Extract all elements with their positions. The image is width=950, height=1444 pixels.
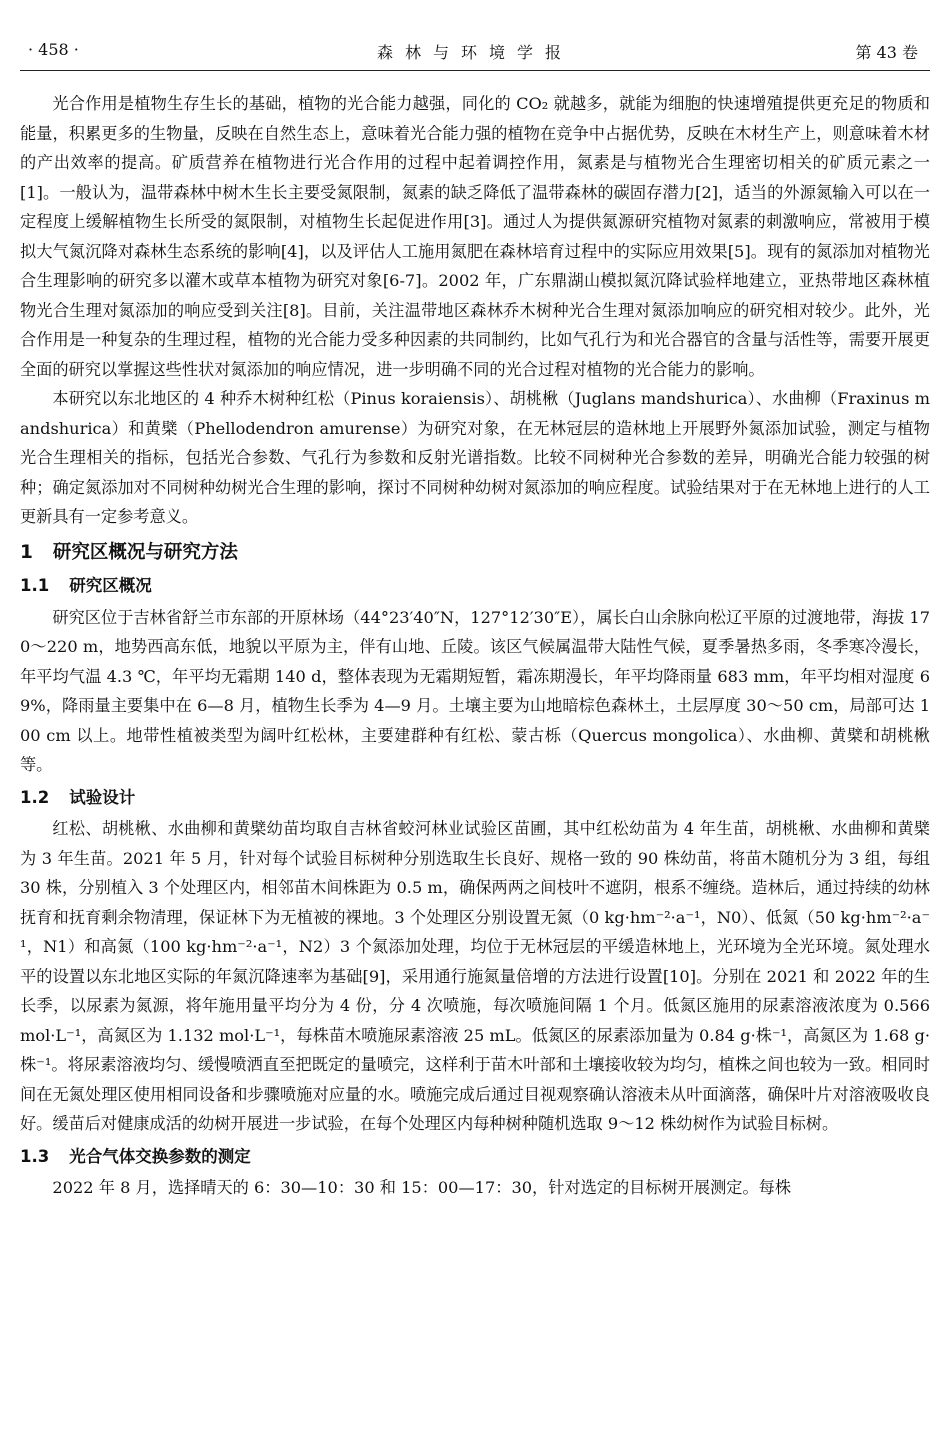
intro-paragraph-2: 本研究以东北地区的 4 种乔木树种红松（Pinus koraiensis）、胡桃楸（Juglans mandshurica）、水曲柳（Fraxinus mandshurica）和黄檗（Phellodendron amurense）为研究对象，在无林冠层的造林地上开展野外氮添加试验，测定与植物光合生理相关的指标，包括光合参数、气孔行为参数和反射光谱指数。比较不同树种光合参数的差异，明确光合能力较强的树种；确定氮添加对不同树种幼树光合生理的影响，探讨不同树种幼树对氮添加的响应程度。试验结果对于在无林地上进行的人工更新具有一定参考意义。 — [20, 389, 930, 526]
subsection-heading-1-1 — [20, 571, 930, 601]
subsection-number: 1.3 — [20, 1146, 50, 1166]
gas-exchange-paragraph: 2022 年 8 月，选择晴天的 6：30—10：30 和 15：00—17：30，针对选定的目标树开展测定。每株 — [52, 1178, 792, 1197]
intro-paragraph-1: 光合作用是植物生存生长的基础，植物的光合能力越强，同化的 CO₂ 就越多，就能为细胞的快速增殖提供更充足的物质和能量，积累更多的生物量，反映在自然生态上，意味着光合能力强的植物在竞争中占据优势，反映在木材生产上，则意味着木材的产出效率的提高。矿质营养在植物进行光合作用的过程中起着调控作用，氮素是与植物光合生理密切相关的矿质元素之一[1]。一般认为，温带森林中树木生长主要受氮限制，氮素的缺乏降低了温带森林的碳固存潜力[2]，适当的外源氮输入可以在一定程度上缓解植物生长所受的氮限制，对植物生长起促进作用[3]。通过人为提供氮源研究植物对氮素的刺激响应，常被用于模拟大气氮沉降对森林生态系统的影响[4]，以及评估人工施用氮肥在森林培育过程中的实际应用效果[5]。现有的氮添加对植物光合生理影响的研究多以灌木或草本植物为研究对象[6-7]。2002 年，广东鼎湖山模拟氮沉降试验样地建立，亚热带地区森林植物光合生理对氮添加的响应受到关注[8]。目前，关注温带地区森林乔木树种光合生理对氮添加响应的研究相对较少。此外，光合作用是一种复杂的生理过程，植物的光合能力受多种因素的共同制约，比如气孔行为和光合器官的含量与活性等，需要开展更全面的研究以掌握这些性状对氮添加的响应情况，进一步明确不同的光合过程对植物的光合能力的影响。 — [20, 94, 930, 379]
volume-label: 第 43 卷 — [855, 43, 918, 62]
subsection-title: 试验设计 — [69, 787, 136, 807]
subsection-title: 光合气体交换参数的测定 — [69, 1146, 251, 1166]
experiment-design-paragraph: 红松、胡桃楸、水曲柳和黄檗幼苗均取自吉林省蛟河林业试验区苗圃，其中红松幼苗为 4 年生苗，胡桃楸、水曲柳和黄檗为 3 年生苗。2021 年 5 月，针对每个试验目标树种分别选取生长良好、规格一致的 90 株幼苗，将苗木随机分为 3 组，每组 30 株，分别植入 3 个处理区内，相邻苗木间株距为 0.5 m，确保两两之间枝叶不遮阴，根系不缠绕。造林后，通过持续的幼林抚育和抚育剩余物清理，保证林下为无植被的裸地。3 个处理区分别设置无氮（0 kg·hm⁻²·a⁻¹，N0）、低氮（50 kg·hm⁻²·a⁻¹，N1）和高氮（100 kg·hm⁻²·a⁻¹，N2）3 个氮添加处理，均位于无林冠层的平缓造林地上，光环境为全光环境。氮处理水平的设置以东北地区实际的年氮沉降速率为基础[9]，采用通行施氮量倍增的方法进行设置[10]。分别在 2021 和 2022 年的生长季，以尿素为氮源，将年施用量平均分为 4 份，分 4 次喷施，每次喷施间隔 1 个月。低氮区施用的尿素溶液浓度为 0.566 mol·L⁻¹，高氮区为 1.132 mol·L⁻¹，每株苗木喷施尿素溶液 25 mL。低氮区的尿素添加量为 0.84 g·株⁻¹，高氮区为 1.68 g·株⁻¹。将尿素溶液均匀、缓慢喷洒直至把既定的量喷完，这样利于苗木叶部和土壤接收较为均匀，植株之间也较为一致。相同时间在无氮处理区使用相同设备和步骤喷施对应量的水。喷施完成后通过目视观察确认溶液未从叶面滴落，确保叶片对溶液吸收良好。缓苗后对健康成活的幼树开展进一步试验，在每个处理区内每种树种随机选取 9～12 株幼树作为试验目标树。 — [20, 819, 930, 1133]
subsection-number: 1.2 — [20, 787, 50, 807]
running-header — [20, 0, 930, 71]
article-body — [20, 89, 930, 1203]
section-number: 1 — [20, 541, 33, 563]
subsection-number: 1.1 — [20, 576, 50, 595]
section-heading-1 — [20, 538, 930, 568]
study-area-paragraph: 研究区位于吉林省舒兰市东部的开原林场（44°23′40″N，127°12′30″E），属长白山余脉向松辽平原的过渡地带，海拔 170～220 m，地势西高东低，地貌以平原为主，伴有山地、丘陵。该区气候属温带大陆性气候，夏季暑热多雨，冬季寒冷漫长，年平均气温 4.3 ℃，年平均无霜期 140 d，整体表现为无霜期短暂，霜冻期漫长，年平均降雨量 683 mm，年平均相对湿度 69%，降雨量主要集中在 6—8 月，植物生长季为 4—9 月。土壤主要为山地暗棕色森林土，土层厚度 30～50 cm，局部可达 100 cm 以上。地带性植被类型为阔叶红松林，主要建群种有红松、蒙古栎（Quercus mongolica）、水曲柳、黄檗和胡桃楸等。 — [20, 607, 930, 774]
subsection-heading-1-2 — [20, 783, 930, 813]
journal-title: 森林与环境学报 — [376, 43, 573, 62]
section-title: 研究区概况与研究方法 — [52, 541, 238, 563]
page — [20, 0, 930, 1203]
subsection-title: 研究区概况 — [69, 576, 152, 595]
page-number: · 458 · — [28, 40, 79, 59]
subsection-heading-1-3 — [20, 1142, 930, 1172]
